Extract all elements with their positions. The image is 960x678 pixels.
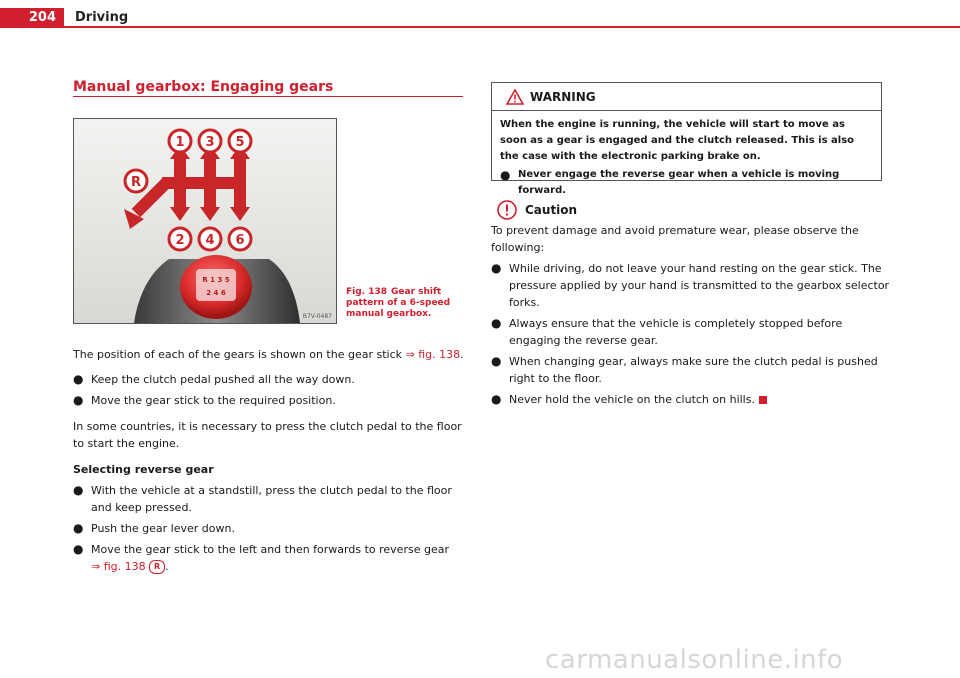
list-item-text: Move the gear stick to the left and then forwards to reverse gear xyxy=(91,543,449,556)
warning-header xyxy=(492,83,881,111)
warning-body xyxy=(492,111,881,205)
bullet-icon: ● xyxy=(491,392,502,406)
gear-1-label: 1 xyxy=(175,135,185,150)
gear-shift-figure xyxy=(73,118,337,324)
list-item-text: Always ensure that the vehicle is completely stopped before engaging the reverse gear. xyxy=(509,317,843,347)
figure-caption-text: Gear shift pattern of a 6-speed manual gearbox. xyxy=(346,287,451,319)
bullet-icon: ● xyxy=(73,393,84,407)
gear-5-label: 5 xyxy=(235,135,245,150)
intro-text: The position of each of the gears is shown on the gear stick xyxy=(73,348,402,361)
list-item-text: Push the gear lever down. xyxy=(91,522,235,535)
watermark: carmanualsonline.info xyxy=(545,645,844,675)
warning-title: WARNING xyxy=(530,89,596,104)
list-item-end: . xyxy=(165,560,169,573)
list-item-text: Move the gear stick to the required position. xyxy=(91,394,336,407)
knob-pattern-bottom: 2 4 6 xyxy=(206,289,226,297)
warning-box xyxy=(491,82,882,196)
warning-triangle-icon xyxy=(506,89,524,105)
note-paragraph: In some countries, it is necessary to press the clutch pedal to the floor to start the engine. xyxy=(73,420,462,450)
list-item xyxy=(73,371,465,388)
figure-reference-link[interactable]: ⇒ fig. 138 xyxy=(405,348,461,361)
list-item-text: When changing gear, always make sure the clutch pedal is pushed right to the floor. xyxy=(509,355,878,385)
bullet-icon: ● xyxy=(73,483,84,497)
figure-reference-link[interactable]: ⇒ fig. 138 xyxy=(91,560,146,573)
list-item-text: With the vehicle at a standstill, press the clutch pedal to the floor and keep pressed. xyxy=(91,484,452,514)
bullet-icon: ● xyxy=(73,542,84,556)
section-rule xyxy=(73,96,463,97)
gear-shift-illustration xyxy=(74,119,336,323)
page-header xyxy=(0,0,960,28)
intro-paragraph xyxy=(73,346,465,363)
caution-header xyxy=(497,200,891,220)
list-item xyxy=(491,391,891,408)
intro-end: . xyxy=(460,348,464,361)
bullet-icon: ● xyxy=(491,261,502,275)
section-title: Manual gearbox: Engaging gears xyxy=(73,79,334,95)
bullet-icon: ● xyxy=(491,316,502,330)
caution-intro: To prevent damage and avoid premature wear, please observe the following: xyxy=(491,224,859,254)
warning-text: When the engine is running, the vehicle will start to move as soon as a gear is engaged and the clutch released. This is also the case with the electronic parking brake on. xyxy=(500,119,855,162)
page-number: 204 xyxy=(0,8,64,28)
figure-caption xyxy=(346,287,456,320)
caution-title: Caution xyxy=(525,202,578,217)
gear-6-label: 6 xyxy=(235,233,245,248)
list-item xyxy=(491,315,891,349)
warning-list-item-text: Never engage the reverse gear when a vehicle is moving forward. xyxy=(518,169,840,196)
warning-list-item xyxy=(500,167,873,199)
caution-exclamation-icon xyxy=(497,200,517,220)
figure-caption-label: Fig. 138 xyxy=(346,287,388,297)
caution-section xyxy=(491,200,891,408)
section-end-icon xyxy=(759,396,767,404)
bullet-icon: ● xyxy=(500,168,511,182)
figure-code: B7V-0487 xyxy=(302,313,332,320)
list-item xyxy=(73,520,465,537)
gear-reverse-label: R xyxy=(130,175,142,190)
gear-4-label: 4 xyxy=(205,233,215,248)
gear-3-label: 3 xyxy=(205,135,215,150)
bullet-icon: ● xyxy=(491,354,502,368)
reverse-gear-heading: Selecting reverse gear xyxy=(73,463,214,476)
knob-pattern-top: R 1 3 5 xyxy=(202,276,230,284)
list-item-text: Never hold the vehicle on the clutch on hills. xyxy=(509,393,755,406)
bullet-icon: ● xyxy=(73,372,84,386)
list-item xyxy=(491,260,891,311)
list-item xyxy=(491,353,891,387)
list-item-text: While driving, do not leave your hand resting on the gear stick. The pressure applied by your hand is transmitted to the gearbox selector forks. xyxy=(509,262,890,309)
gear-2-label: 2 xyxy=(175,233,185,248)
reverse-badge-icon: R xyxy=(149,560,165,574)
header-rule xyxy=(64,26,960,28)
left-column xyxy=(73,346,465,575)
list-item xyxy=(73,392,465,409)
bullet-icon: ● xyxy=(73,521,84,535)
list-item xyxy=(73,482,465,516)
header-title: Driving xyxy=(75,10,129,25)
list-item xyxy=(73,541,465,575)
list-item-text: Keep the clutch pedal pushed all the way down. xyxy=(91,373,355,386)
